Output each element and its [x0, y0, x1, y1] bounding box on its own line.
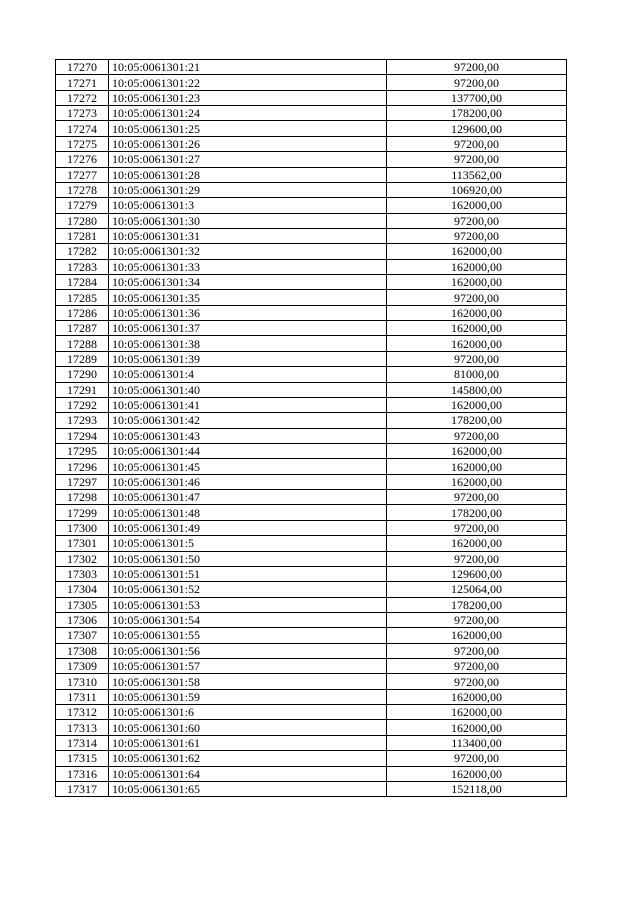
table-row — [56, 336, 567, 351]
table-row — [56, 612, 567, 627]
cadastral-value-cell: 162000,00 — [387, 474, 567, 489]
cadastral-value-cell: 97200,00 — [387, 213, 567, 228]
table-row — [56, 213, 567, 228]
cadastral-value-cell: 97200,00 — [387, 490, 567, 505]
row-number-cell: 17288 — [56, 336, 109, 351]
cadastral-value-cell: 162000,00 — [387, 305, 567, 320]
cadastral-number-cell: 10:05:0061301:27 — [109, 152, 387, 167]
cadastral-value-cell: 97200,00 — [387, 152, 567, 167]
table-row — [56, 351, 567, 366]
table-row — [56, 106, 567, 121]
row-number-cell: 17285 — [56, 290, 109, 305]
cadastral-value-cell: 129600,00 — [387, 566, 567, 581]
cadastral-number-cell: 10:05:0061301:3 — [109, 198, 387, 213]
cadastral-value-cell: 162000,00 — [387, 689, 567, 704]
cadastral-number-cell: 10:05:0061301:41 — [109, 397, 387, 412]
row-number-cell: 17286 — [56, 305, 109, 320]
cadastral-number-cell: 10:05:0061301:21 — [109, 60, 387, 75]
cadastral-number-cell: 10:05:0061301:23 — [109, 90, 387, 105]
table-row — [56, 182, 567, 197]
table-row — [56, 505, 567, 520]
cadastral-value-cell: 113400,00 — [387, 735, 567, 750]
table-row — [56, 751, 567, 766]
table-row — [56, 735, 567, 750]
cadastral-number-cell: 10:05:0061301:6 — [109, 705, 387, 720]
cadastral-number-cell: 10:05:0061301:37 — [109, 321, 387, 336]
cadastral-number-cell: 10:05:0061301:50 — [109, 551, 387, 566]
cadastral-value-cell: 162000,00 — [387, 766, 567, 781]
row-number-cell: 17273 — [56, 106, 109, 121]
cadastral-number-cell: 10:05:0061301:4 — [109, 367, 387, 382]
row-number-cell: 17272 — [56, 90, 109, 105]
cadastral-value-cell: 81000,00 — [387, 367, 567, 382]
table-row — [56, 121, 567, 136]
cadastral-number-cell: 10:05:0061301:65 — [109, 781, 387, 796]
row-number-cell: 17294 — [56, 428, 109, 443]
cadastral-number-cell: 10:05:0061301:61 — [109, 735, 387, 750]
cadastral-number-cell: 10:05:0061301:60 — [109, 720, 387, 735]
row-number-cell: 17287 — [56, 321, 109, 336]
row-number-cell: 17295 — [56, 443, 109, 458]
table-row — [56, 689, 567, 704]
cadastral-value-cell: 125064,00 — [387, 582, 567, 597]
row-number-cell: 17298 — [56, 490, 109, 505]
table-row — [56, 643, 567, 658]
cadastral-number-cell: 10:05:0061301:56 — [109, 643, 387, 658]
cadastral-number-cell: 10:05:0061301:24 — [109, 106, 387, 121]
row-number-cell: 17317 — [56, 781, 109, 796]
row-number-cell: 17282 — [56, 244, 109, 259]
cadastral-value-cell: 97200,00 — [387, 751, 567, 766]
cadastral-number-cell: 10:05:0061301:59 — [109, 689, 387, 704]
table-row — [56, 428, 567, 443]
cadastral-number-cell: 10:05:0061301:55 — [109, 628, 387, 643]
row-number-cell: 17302 — [56, 551, 109, 566]
row-number-cell: 17270 — [56, 60, 109, 75]
cadastral-number-cell: 10:05:0061301:5 — [109, 536, 387, 551]
cadastral-value-cell: 162000,00 — [387, 443, 567, 458]
table-row — [56, 244, 567, 259]
row-number-cell: 17310 — [56, 674, 109, 689]
row-number-cell: 17281 — [56, 228, 109, 243]
cadastral-number-cell: 10:05:0061301:36 — [109, 305, 387, 320]
cadastral-value-cell: 97200,00 — [387, 551, 567, 566]
cadastral-value-cell: 178200,00 — [387, 413, 567, 428]
cadastral-number-cell: 10:05:0061301:58 — [109, 674, 387, 689]
cadastral-value-cell: 129600,00 — [387, 121, 567, 136]
table-row — [56, 75, 567, 90]
cadastral-number-cell: 10:05:0061301:33 — [109, 259, 387, 274]
cadastral-value-cell: 97200,00 — [387, 228, 567, 243]
row-number-cell: 17291 — [56, 382, 109, 397]
cadastral-number-cell: 10:05:0061301:38 — [109, 336, 387, 351]
cadastral-value-cell: 162000,00 — [387, 321, 567, 336]
cadastral-value-cell: 162000,00 — [387, 198, 567, 213]
table-row — [56, 198, 567, 213]
table-row — [56, 490, 567, 505]
row-number-cell: 17284 — [56, 275, 109, 290]
table-row — [56, 551, 567, 566]
table-row — [56, 305, 567, 320]
table-row — [56, 90, 567, 105]
cadastral-number-cell: 10:05:0061301:62 — [109, 751, 387, 766]
cadastral-number-cell: 10:05:0061301:47 — [109, 490, 387, 505]
row-number-cell: 17297 — [56, 474, 109, 489]
cadastral-number-cell: 10:05:0061301:49 — [109, 520, 387, 535]
row-number-cell: 17312 — [56, 705, 109, 720]
table-row — [56, 443, 567, 458]
table-row — [56, 459, 567, 474]
table-row — [56, 321, 567, 336]
table-row — [56, 259, 567, 274]
cadastral-number-cell: 10:05:0061301:52 — [109, 582, 387, 597]
cadastral-value-cell: 145800,00 — [387, 382, 567, 397]
row-number-cell: 17293 — [56, 413, 109, 428]
cadastral-number-cell: 10:05:0061301:64 — [109, 766, 387, 781]
table-row — [56, 275, 567, 290]
cadastral-value-cell: 162000,00 — [387, 259, 567, 274]
cadastral-number-cell: 10:05:0061301:32 — [109, 244, 387, 259]
table-row — [56, 705, 567, 720]
table-row — [56, 659, 567, 674]
table-row — [56, 628, 567, 643]
cadastral-value-cell: 162000,00 — [387, 705, 567, 720]
cadastral-number-cell: 10:05:0061301:48 — [109, 505, 387, 520]
row-number-cell: 17306 — [56, 612, 109, 627]
row-number-cell: 17271 — [56, 75, 109, 90]
row-number-cell: 17300 — [56, 520, 109, 535]
table-row — [56, 228, 567, 243]
cadastral-value-cell: 162000,00 — [387, 244, 567, 259]
table-row — [56, 382, 567, 397]
cadastral-value-cell: 97200,00 — [387, 60, 567, 75]
table-row — [56, 413, 567, 428]
row-number-cell: 17292 — [56, 397, 109, 412]
table-row — [56, 397, 567, 412]
cadastral-number-cell: 10:05:0061301:31 — [109, 228, 387, 243]
row-number-cell: 17283 — [56, 259, 109, 274]
cadastral-value-cell: 178200,00 — [387, 505, 567, 520]
cadastral-value-cell: 137700,00 — [387, 90, 567, 105]
table-row — [56, 536, 567, 551]
cadastral-number-cell: 10:05:0061301:25 — [109, 121, 387, 136]
cadastral-value-cell: 178200,00 — [387, 106, 567, 121]
table-body — [56, 60, 567, 797]
cadastral-value-cell: 97200,00 — [387, 290, 567, 305]
cadastral-number-cell: 10:05:0061301:42 — [109, 413, 387, 428]
cadastral-value-cell: 97200,00 — [387, 428, 567, 443]
row-number-cell: 17275 — [56, 136, 109, 151]
cadastral-value-cell: 97200,00 — [387, 351, 567, 366]
cadastral-number-cell: 10:05:0061301:22 — [109, 75, 387, 90]
cadastral-value-cell: 162000,00 — [387, 459, 567, 474]
row-number-cell: 17315 — [56, 751, 109, 766]
cadastral-number-cell: 10:05:0061301:51 — [109, 566, 387, 581]
table-row — [56, 597, 567, 612]
row-number-cell: 17279 — [56, 198, 109, 213]
row-number-cell: 17278 — [56, 182, 109, 197]
row-number-cell: 17299 — [56, 505, 109, 520]
table-row — [56, 781, 567, 796]
cadastral-value-cell: 97200,00 — [387, 674, 567, 689]
table-row — [56, 766, 567, 781]
row-number-cell: 17277 — [56, 167, 109, 182]
cadastral-value-cell: 162000,00 — [387, 720, 567, 735]
table-row — [56, 566, 567, 581]
table-row — [56, 290, 567, 305]
cadastral-number-cell: 10:05:0061301:26 — [109, 136, 387, 151]
table-row — [56, 60, 567, 75]
table-row — [56, 474, 567, 489]
cadastral-value-cell: 97200,00 — [387, 659, 567, 674]
cadastral-value-cell: 113562,00 — [387, 167, 567, 182]
table-row — [56, 520, 567, 535]
cadastral-number-cell: 10:05:0061301:35 — [109, 290, 387, 305]
cadastral-value-cell: 162000,00 — [387, 628, 567, 643]
cadastral-number-cell: 10:05:0061301:39 — [109, 351, 387, 366]
cadastral-value-cell: 97200,00 — [387, 136, 567, 151]
cadastral-number-cell: 10:05:0061301:28 — [109, 167, 387, 182]
cadastral-value-cell: 162000,00 — [387, 536, 567, 551]
table-row — [56, 367, 567, 382]
cadastral-number-cell: 10:05:0061301:34 — [109, 275, 387, 290]
row-number-cell: 17280 — [56, 213, 109, 228]
row-number-cell: 17307 — [56, 628, 109, 643]
cadastral-value-cell: 97200,00 — [387, 520, 567, 535]
cadastral-number-cell: 10:05:0061301:46 — [109, 474, 387, 489]
row-number-cell: 17303 — [56, 566, 109, 581]
cadastral-value-cell: 162000,00 — [387, 275, 567, 290]
cadastral-value-cell: 97200,00 — [387, 612, 567, 627]
row-number-cell: 17313 — [56, 720, 109, 735]
cadastral-number-cell: 10:05:0061301:53 — [109, 597, 387, 612]
row-number-cell: 17276 — [56, 152, 109, 167]
table-row — [56, 167, 567, 182]
table-row — [56, 152, 567, 167]
cadastral-value-cell: 97200,00 — [387, 75, 567, 90]
cadastral-value-cell: 178200,00 — [387, 597, 567, 612]
cadastral-value-table — [55, 59, 567, 797]
cadastral-number-cell: 10:05:0061301:40 — [109, 382, 387, 397]
row-number-cell: 17316 — [56, 766, 109, 781]
cadastral-value-cell: 152118,00 — [387, 781, 567, 796]
cadastral-number-cell: 10:05:0061301:54 — [109, 612, 387, 627]
cadastral-number-cell: 10:05:0061301:30 — [109, 213, 387, 228]
cadastral-value-cell: 162000,00 — [387, 397, 567, 412]
row-number-cell: 17274 — [56, 121, 109, 136]
row-number-cell: 17314 — [56, 735, 109, 750]
cadastral-number-cell: 10:05:0061301:45 — [109, 459, 387, 474]
table-row — [56, 674, 567, 689]
row-number-cell: 17311 — [56, 689, 109, 704]
cadastral-value-cell: 97200,00 — [387, 643, 567, 658]
row-number-cell: 17296 — [56, 459, 109, 474]
row-number-cell: 17309 — [56, 659, 109, 674]
cadastral-value-cell: 106920,00 — [387, 182, 567, 197]
row-number-cell: 17304 — [56, 582, 109, 597]
cadastral-number-cell: 10:05:0061301:43 — [109, 428, 387, 443]
cadastral-number-cell: 10:05:0061301:44 — [109, 443, 387, 458]
table-row — [56, 582, 567, 597]
row-number-cell: 17290 — [56, 367, 109, 382]
row-number-cell: 17289 — [56, 351, 109, 366]
row-number-cell: 17301 — [56, 536, 109, 551]
cadastral-number-cell: 10:05:0061301:57 — [109, 659, 387, 674]
row-number-cell: 17308 — [56, 643, 109, 658]
table-row — [56, 136, 567, 151]
row-number-cell: 17305 — [56, 597, 109, 612]
cadastral-value-cell: 162000,00 — [387, 336, 567, 351]
cadastral-number-cell: 10:05:0061301:29 — [109, 182, 387, 197]
table-row — [56, 720, 567, 735]
